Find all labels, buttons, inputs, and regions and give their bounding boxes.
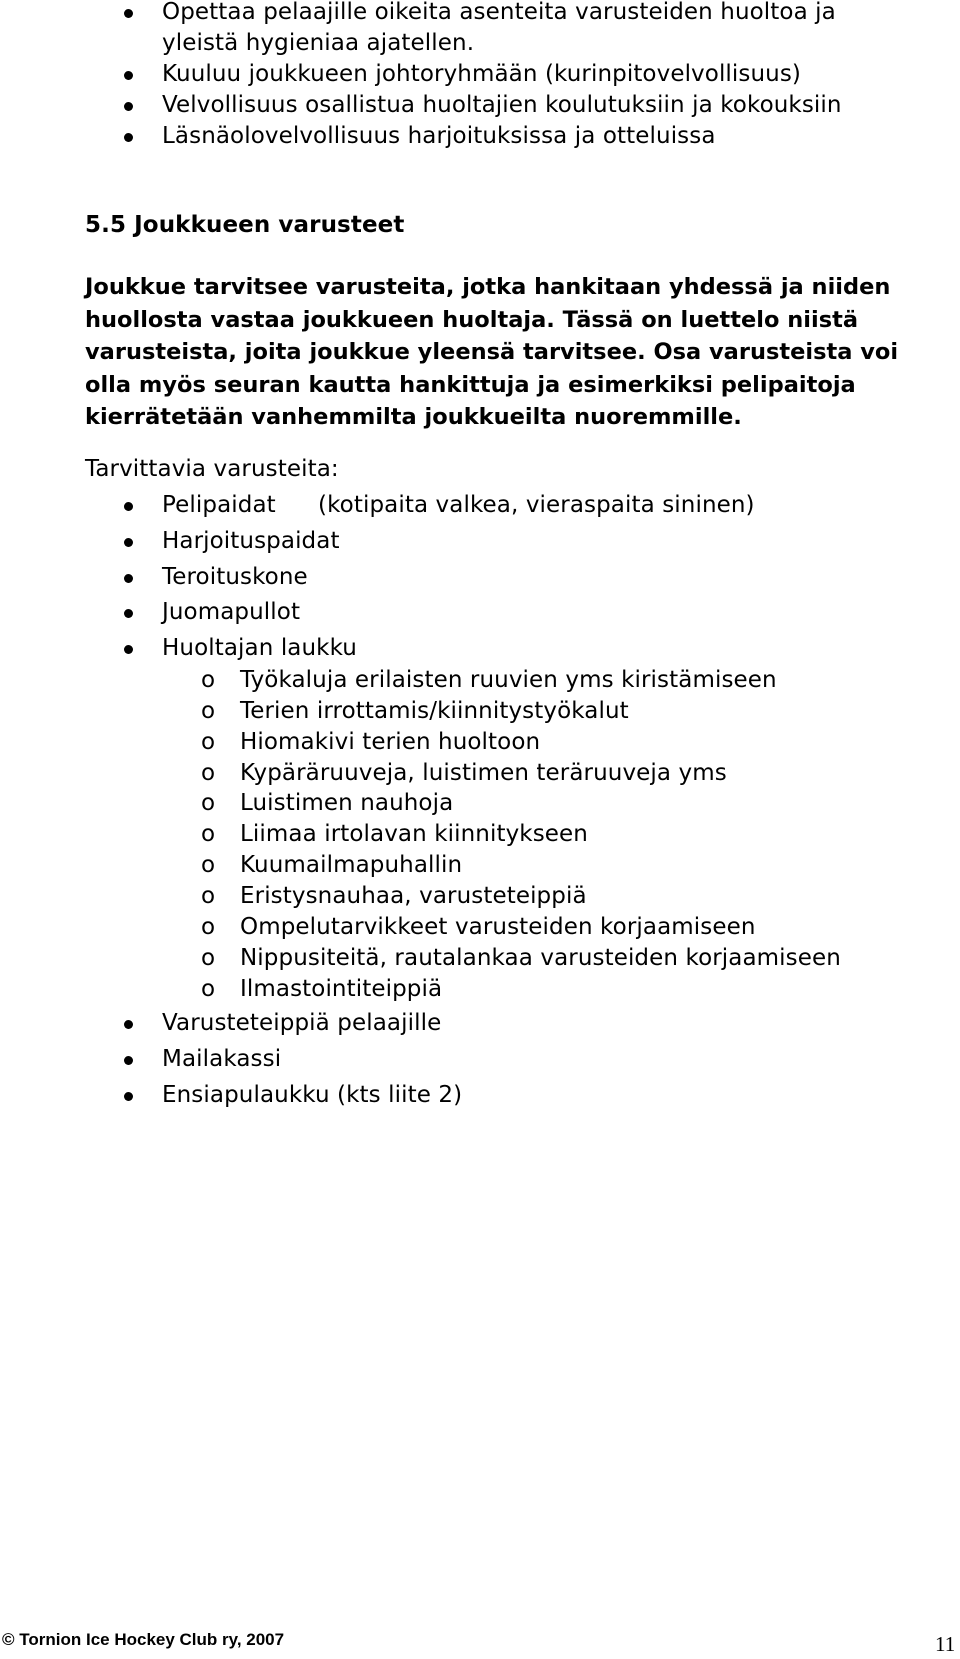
intro-item-1-line-1: Opettaa pelaajille oikeita asenteita varusteiden huoltoa ja <box>162 0 836 25</box>
bullet-icon <box>124 538 133 547</box>
bag-item: Terien irrottamis/kiinnitystyökalut <box>240 698 629 724</box>
bullet-icon <box>124 133 133 142</box>
equipment-item-huoltajan-laukku: Huoltajan laukku <box>162 635 357 661</box>
bullet-icon <box>124 1056 133 1065</box>
equipment-item-pelipaidat: Pelipaidat <box>162 492 276 518</box>
bullet-icon <box>124 574 133 583</box>
sub-bullet-icon: o <box>201 976 216 1002</box>
equipment-item-harjoituspaidat: Harjoituspaidat <box>162 528 340 554</box>
bag-item: Liimaa irtolavan kiinnitykseen <box>240 821 588 847</box>
intro-item-2: Kuuluu joukkueen johtoryhmään (kurinpitovelvollisuus) <box>162 61 802 87</box>
sub-bullet-icon: o <box>201 883 216 909</box>
sub-bullet-icon: o <box>201 821 216 847</box>
bag-item: Hiomakivi terien huoltoon <box>240 729 541 755</box>
bag-item: Eristysnauhaa, varusteteippiä <box>240 883 587 909</box>
sub-bullet-icon: o <box>201 790 216 816</box>
section-paragraph: Joukkue tarvitsee varusteita, jotka hankitaan yhdessä ja niiden huollosta vastaa joukkueen huoltaja. Tässä on luettelo niistä varusteista, joita joukkue yleensä tarvitsee. Osa varusteista voi olla myös seuran kautta hankittuja ja esimerkiksi pelipaitoja kierrätetään vanhemmilta joukkueilta nuoremmille. <box>85 274 899 430</box>
bag-item: Ilmastointiteippiä <box>240 976 443 1002</box>
intro-item-1-line-2: yleistä hygieniaa ajatellen. <box>162 30 475 56</box>
page-number: 11 <box>935 1632 956 1656</box>
section-heading: 5.5 Joukkueen varusteet <box>85 212 405 238</box>
intro-item-3: Velvollisuus osallistua huoltajien koulutuksiin ja kokouksiin <box>162 92 842 118</box>
sub-bullet-icon: o <box>201 667 216 693</box>
bullet-icon <box>124 609 133 618</box>
equipment-item-teroituskone: Teroituskone <box>162 564 308 590</box>
bullet-icon <box>124 102 133 111</box>
bag-item: Työkaluja erilaisten ruuvien yms kiristämiseen <box>240 667 777 693</box>
equipment-item-varusteteippia: Varusteteippiä pelaajille <box>162 1010 442 1036</box>
equipment-item-note: (kotipaita valkea, vieraspaita sininen) <box>318 492 755 518</box>
bullet-icon <box>124 9 133 18</box>
bag-item: Kuumailmapuhallin <box>240 852 463 878</box>
bullet-icon <box>124 645 133 654</box>
intro-item-4: Läsnäolovelvollisuus harjoituksissa ja otteluissa <box>162 123 716 149</box>
list-title: Tarvittavia varusteita: <box>85 456 339 482</box>
bullet-icon <box>124 71 133 80</box>
sub-bullet-icon: o <box>201 945 216 971</box>
bag-item: Nippusiteitä, rautalankaa varusteiden korjaamiseen <box>240 945 841 971</box>
bag-item: Luistimen nauhoja <box>240 790 454 816</box>
bag-item: Kypäräruuveja, luistimen teräruuveja yms <box>240 760 727 786</box>
equipment-item-juomapullot: Juomapullot <box>162 599 301 625</box>
sub-bullet-icon: o <box>201 760 216 786</box>
bullet-icon <box>124 1092 133 1101</box>
equipment-item-mailakassi: Mailakassi <box>162 1046 282 1072</box>
sub-bullet-icon: o <box>201 914 216 940</box>
bag-item: Ompelutarvikkeet varusteiden korjaamiseen <box>240 914 756 940</box>
sub-bullet-icon: o <box>201 852 216 878</box>
equipment-item-ensiapulaukku: Ensiapulaukku (kts liite 2) <box>162 1082 463 1108</box>
sub-bullet-icon: o <box>201 729 216 755</box>
bullet-icon <box>124 1020 133 1029</box>
bullet-icon <box>124 502 133 511</box>
footer-copyright: © Tornion Ice Hockey Club ry, 2007 <box>2 1630 285 1649</box>
sub-bullet-icon: o <box>201 698 216 724</box>
